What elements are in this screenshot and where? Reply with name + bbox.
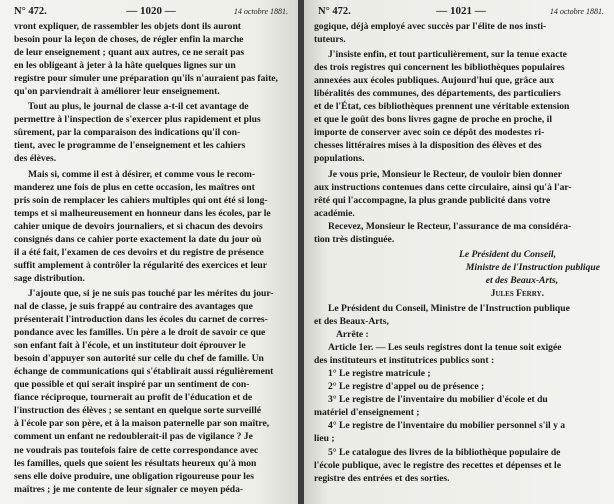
text-line: manderez une fois de plus en cette occasion, les maîtres ont [14, 181, 255, 193]
text-line: de leur enseignement ; quant aux autres, ce ne serait pas [14, 47, 245, 59]
text-line: besoin d'appuyer son autorité sur celle du chef de famille. Un [14, 353, 264, 365]
text-line: tuteurs. [314, 34, 346, 46]
decree-intro: et des Beaux-Arts, [314, 316, 389, 328]
article-line: matériel d'enseignement ; [314, 407, 420, 419]
text-line: comment un enfant ne redoublerait-il pas de vigilance ? Je [14, 431, 253, 443]
article-line: registre des entrées et des sorties. [314, 472, 450, 484]
text-line: l'instruction des élèves ; se sentant en quelque sorte surveillé [14, 405, 262, 417]
text-line: pris soin de remplacer les cahiers multiples qui ont été si long- [14, 194, 268, 206]
page-folio: — 1020 — [126, 5, 176, 17]
text-line: Recevez, Monsieur le Recteur, l'assurance de ma considéra- [328, 220, 572, 232]
text-line: J'ajoute que, si je ne suis pas touché par les mérites du jour- [28, 287, 274, 299]
signature-name: Jules Ferry. [490, 287, 544, 299]
left-page [0, 0, 298, 504]
text-line: cahier unique de devoirs journaliers, et si chacun des devoirs [14, 220, 263, 232]
text-line: importe de conserver avec soin ce dépôt des modestes ri- [314, 127, 545, 139]
text-line: pondance avec les familles. Un père a le droit de savoir ce que [14, 327, 266, 339]
text-line: ne voudrais pas toutefois faire de cette correspondance avec [14, 444, 259, 456]
text-line: qu'on parviendrait à améliorer leur enseignement. [14, 86, 220, 98]
article-line: 1° Le registre matricule ; [328, 368, 431, 380]
decree-intro: Le Président du Conseil, Ministre de l'Instruction publique [328, 302, 570, 314]
signature-ministry: Ministre de l'Instruction publique [465, 261, 600, 273]
text-line: Tout au plus, le journal de classe a-t-il cet avantage de [28, 101, 249, 113]
text-line: sûrement, par la comparaison des indications qu'il con- [14, 127, 241, 139]
text-line: suffit amplement à contrôler la régularité des exercices et leur [14, 259, 267, 271]
left-page-header [14, 4, 288, 20]
text-line: que possible et qui serait inspiré par un sentiment de con- [14, 379, 250, 391]
text-line: sage distribution. [14, 272, 85, 284]
text-line: registre pour simuler une préparation qu'ils n'auraient pas faite, [14, 73, 278, 85]
text-line: les familles, quels que soient les résultats heureux qu'à mon [14, 457, 257, 469]
article-line: 4° Le registre de l'inventaire du mobilier personnel s'il y a [328, 420, 566, 432]
text-line: académie. [314, 207, 355, 219]
right-page-header [318, 4, 604, 20]
text-line: populations. [314, 153, 365, 165]
article-line: des instituteurs et institutrices publics sont : [314, 355, 495, 367]
text-line: J'insiste enfin, et tout particulièrement, sur la tenue exacte [328, 49, 567, 61]
text-line: tion très distinguée. [314, 233, 395, 245]
page-folio: — 1021 — [436, 5, 486, 17]
article-line: l'école publique, avec le registre des recettes et dépenses et le [314, 459, 561, 471]
text-line: il a été fait, l'examen de ces devoirs et du registre de présence [14, 246, 264, 258]
text-line: Mais si, comme il est à désirer, et comme vous le recom- [28, 168, 256, 180]
text-line: annexées aux écoles publiques. Aujourd'hui que, grâce aux [314, 75, 555, 87]
right-page-text [314, 20, 606, 485]
text-line: permettre à l'inspection de s'exercer plus rapidement et plus [14, 114, 261, 126]
left-page-text [14, 20, 290, 496]
issue-date: 14 octobre 1881. [233, 7, 288, 16]
text-line: tient, avec le programme de l'enseignement et les cahiers [14, 140, 246, 152]
text-line: son enfant fait à l'école, et un instituteur doit éprouver le [14, 340, 246, 352]
issue-number: N° 472. [318, 6, 351, 17]
signature-ministry-2: et des Beaux-Arts, [485, 274, 558, 286]
text-line: chesses littéraires mises à la disposition des élèves et des [314, 140, 542, 152]
text-line: vront expliquer, de rassembler les objets dont ils auront [14, 21, 241, 32]
text-line: aux instructions contenues dans cette circulaire, ainsi qu'à l'ar- [314, 181, 572, 193]
right-page [304, 0, 614, 504]
text-line: échange de communications qui s'établirait aussi régulièrement [14, 366, 274, 378]
text-line: fiance réciproque, tournerait au profit de l'éducation et de [14, 392, 253, 404]
decree-arrete: Arrête : [336, 329, 369, 341]
text-line: présenterait l'introduction dans les écoles du carnet de corres- [14, 314, 268, 326]
text-line: à l'école par son père, et à la maison paternelle par son maître, [14, 418, 270, 430]
issue-number: N° 472. [14, 6, 47, 17]
text-line: Je vous prie, Monsieur le Recteur, de vouloir bien donner [328, 168, 563, 180]
article-line: Article 1er. — Les seuls registres dont la tenue soit exigée [328, 342, 562, 354]
signature-title: Le Président du Conseil, [458, 248, 556, 260]
text-line: maîtres ; je me contente de leur signaler ce moyen péda- [14, 483, 244, 495]
text-line: gogique, déjà employé avec succès par l'élite de nos insti- [314, 21, 547, 32]
text-line: en les obligeant à jeter à la hâte quelques lignes sur un [14, 60, 236, 72]
text-line: rêté qui l'accompagne, la plus grande publicité dans votre [314, 194, 551, 206]
text-line: et de l'État, ces bibliothèques prennent une véritable extension [314, 101, 570, 113]
article-line: 2° Le registre d'appel ou de présence ; [328, 381, 485, 393]
article-line: lieu ; [314, 433, 335, 445]
text-line: nal de classe, je suis frappé au contraire des avantages que [14, 300, 253, 312]
text-line: des élèves. [14, 153, 57, 165]
text-line: consignés dans ce cahier porte exactement la date du jour où [14, 233, 262, 245]
text-line: sens elle doive produire, une obligation rigoureuse pour les [14, 470, 254, 482]
text-line: besoin pour la leçon de choses, de régler enfin la marche [14, 34, 244, 46]
text-line: des trois registres qui concernent les bibliothèques populaires [314, 62, 565, 74]
text-line: et que le goût des bons livres gagne de proche en proche, il [314, 114, 552, 126]
article-line: 3° Le registre de l'inventaire du mobilier d'école et du [328, 394, 548, 406]
issue-date: 14 octobre 1881. [549, 7, 604, 16]
text-line: libéralités des communes, des départements, des particuliers [314, 88, 561, 100]
article-line: 5° Le catalogue des livres de la bibliothèque populaire de [328, 446, 561, 458]
text-line: temps et si malheureusement en honneur dans les écoles, par le [14, 207, 271, 219]
